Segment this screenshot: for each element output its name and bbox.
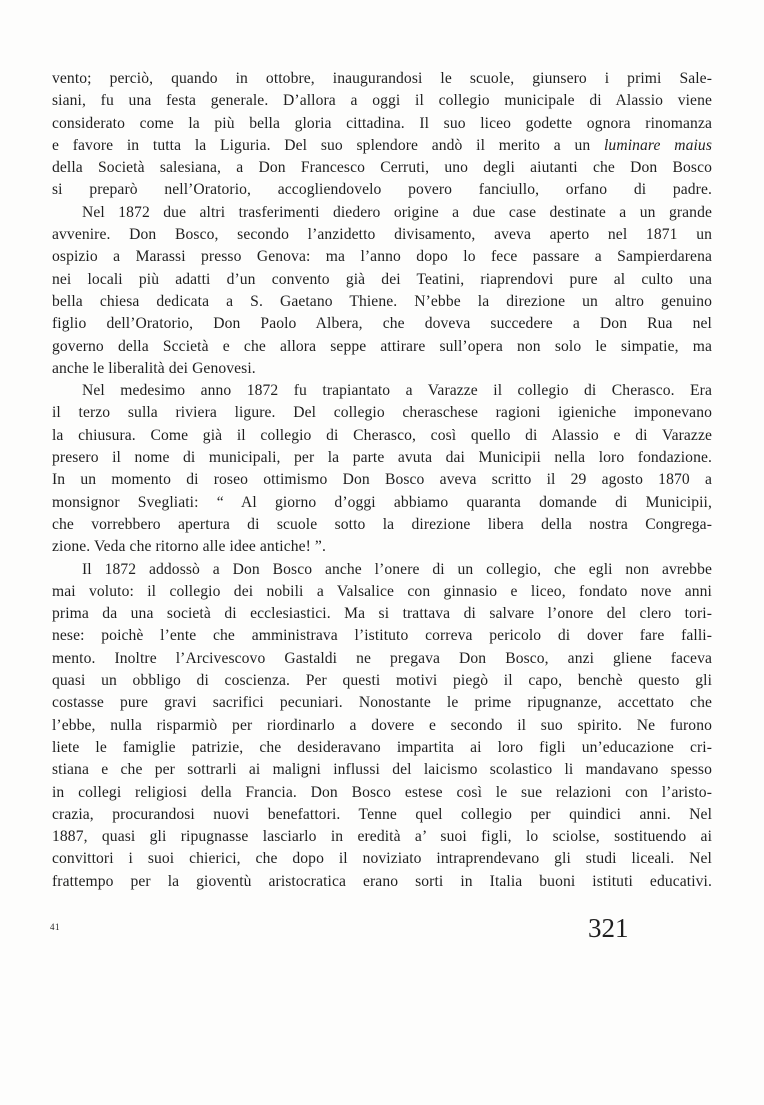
text-line: [52, 291, 712, 313]
text-segment: quasi un obbligo di coscienza. Per questi motivi piegò il capo, benchè questo gli: [52, 672, 712, 690]
text-line: [52, 559, 712, 581]
text-segment: governo della Sccietà e che allora seppe attirare sull’opera non solo le simpatie, ma: [52, 337, 712, 355]
text-segment: crazia, procurandosi nuovi benefattori. Tenne quel collegio per quindici anni. Nel: [52, 805, 712, 823]
text-segment: mento. Inoltre l’Arcivescovo Gastaldi ne pregava Don Bosco, anzi gliene faceva: [52, 649, 712, 667]
text-segment: 1887, quasi gli ripugnasse lasciarlo in eredità a’ suoi figli, lo sciolse, sostituendo ai: [52, 828, 712, 846]
text-line: [52, 782, 712, 804]
text-segment: monsignor Svegliati: “ Al giorno d’oggi abbiamo quaranta domande di Municipii,: [52, 493, 712, 511]
italic-phrase: luminare maius: [604, 136, 712, 154]
page-body-text: [52, 68, 712, 893]
text-segment: Nel medesimo anno 1872 fu trapiantato a Varazze il collegio di Cherasco. Era: [82, 382, 712, 400]
text-segment: zione. Veda che ritorno alle idee antiche! ”.: [52, 538, 326, 556]
text-segment: e favore in tutta la Liguria. Del suo splendore andò il merito a un: [52, 136, 604, 154]
text-segment: si preparò nell’Oratorio, accogliendovelo povero fanciullo, orfano di padre.: [52, 181, 712, 199]
text-line: [52, 425, 712, 447]
text-segment: la chiusura. Come già il collegio di Cherasco, così quello di Alassio e di Varazze: [52, 426, 712, 444]
text-line: [52, 157, 712, 179]
text-line: [52, 313, 712, 335]
text-line: [52, 715, 712, 737]
text-line: [52, 358, 712, 380]
text-line: [52, 402, 712, 424]
text-line: [52, 246, 712, 268]
text-line: [52, 826, 712, 848]
text-line: [52, 759, 712, 781]
text-line: [52, 269, 712, 291]
text-line: [52, 625, 712, 647]
text-segment: liete le famiglie patrizie, che desideravano impartita ai loro figli un’educazione cri-: [52, 738, 712, 756]
text-segment: vento; perciò, quando in ottobre, inaugurandosi le scuole, giunsero i primi Sale-: [52, 70, 712, 87]
text-line: [52, 737, 712, 759]
paragraph: [52, 559, 712, 893]
text-segment: in collegi religiosi della Francia. Don Bosco estese così le sue relazioni con l’aristo-: [52, 783, 712, 801]
text-segment: considerato come la più bella gloria cittadina. Il suo liceo godette ognora rinomanza: [52, 114, 712, 132]
text-line: [52, 202, 712, 224]
text-segment: ospizio a Marassi presso Genova: ma l’anno dopo lo fece passare a Sampierdarena: [52, 248, 712, 266]
text-line: [52, 90, 712, 112]
text-segment: costasse pure gravi sacrifici pecuniari. Nonostante le prime ripugnanze, accettato che: [52, 694, 712, 712]
text-line: [52, 179, 712, 201]
paragraph: [52, 202, 712, 380]
text-line: [52, 224, 712, 246]
text-segment: anche le liberalità dei Genovesi.: [52, 359, 256, 377]
text-segment: In un momento di roseo ottimismo Don Bosco aveva scritto il 29 agosto 1870 a: [52, 471, 712, 489]
text-line: [52, 648, 712, 670]
text-segment: bella chiesa dedicata a S. Gaetano Thiene. N’ebbe la direzione un altro genuino: [52, 292, 712, 310]
text-segment: stiana e che per sottrarli ai maligni influssi del laicismo scolastico li mandavano spesso: [52, 761, 712, 779]
text-segment: convittori i suoi chierici, che dopo il noviziato intraprendevano gli studi liceali. Nel: [52, 850, 712, 868]
text-line: [52, 380, 712, 402]
text-line: [52, 447, 712, 469]
text-segment: mai voluto: il collegio dei nobili a Valsalice con ginnasio e liceo, fondato nove anni: [52, 582, 712, 600]
text-line: [52, 848, 712, 870]
text-line: [52, 871, 712, 893]
text-line: [52, 68, 712, 90]
text-segment: frattempo per la gioventù aristocratica erano sorti in Italia buoni istituti educativi.: [52, 872, 712, 890]
text-line: [52, 603, 712, 625]
text-line: [52, 581, 712, 603]
text-segment: siani, fu una festa generale. D’allora a oggi il collegio municipale di Alassio viene: [52, 92, 712, 110]
text-segment: il terzo sulla riviera ligure. Del collegio cheraschese ragioni igieniche imponevano: [52, 404, 712, 422]
text-segment: avvenire. Don Bosco, secondo l’anzidetto divisamento, aveva aperto nel 1871 un: [52, 226, 712, 244]
text-segment: che vorrebbero apertura di scuole sotto la direzione libera della nostra Congrega-: [52, 515, 712, 533]
printer-signature-mark: 41: [50, 922, 60, 932]
text-segment: nese: poichè l’ente che amministrava l’istituto correva pericolo di dover fare falli-: [52, 627, 712, 645]
text-segment: figlio dell’Oratorio, Don Paolo Albera, che doveva succedere a Don Rua nel: [52, 315, 712, 333]
text-segment: Il 1872 addossò a Don Bosco anche l’onere di un collegio, che egli non avrebbe: [82, 560, 712, 578]
text-segment: l’ebbe, nulla risparmiò per riordinarlo a dovere e secondo il suo spirito. Ne furono: [52, 716, 712, 734]
text-line: [52, 113, 712, 135]
page-number: 321: [588, 913, 629, 943]
text-line: [52, 492, 712, 514]
text-segment: della Società salesiana, a Don Francesco Cerruti, uno degli aiutanti che Don Bosco: [52, 159, 712, 177]
paragraph: [52, 68, 712, 202]
text-line: [52, 469, 712, 491]
text-line: [52, 804, 712, 826]
text-segment: presero il nome di municipali, per la parte avuta dai Municipii nella loro fondazione.: [52, 449, 712, 467]
text-line: [52, 670, 712, 692]
text-segment: nei locali più adatti d’un convento già dei Teatini, riaprendovi pure al culto una: [52, 270, 712, 288]
paragraph: [52, 380, 712, 558]
text-line: [52, 336, 712, 358]
text-line: [52, 536, 712, 558]
text-line: [52, 135, 712, 157]
text-line: [52, 692, 712, 714]
text-segment: prima da una società di ecclesiastici. Ma si trattava di salvare l’onore del clero tori-: [52, 605, 712, 623]
text-line: [52, 514, 712, 536]
text-segment: Nel 1872 due altri trasferimenti diedero origine a due case destinate a un grande: [82, 203, 712, 221]
